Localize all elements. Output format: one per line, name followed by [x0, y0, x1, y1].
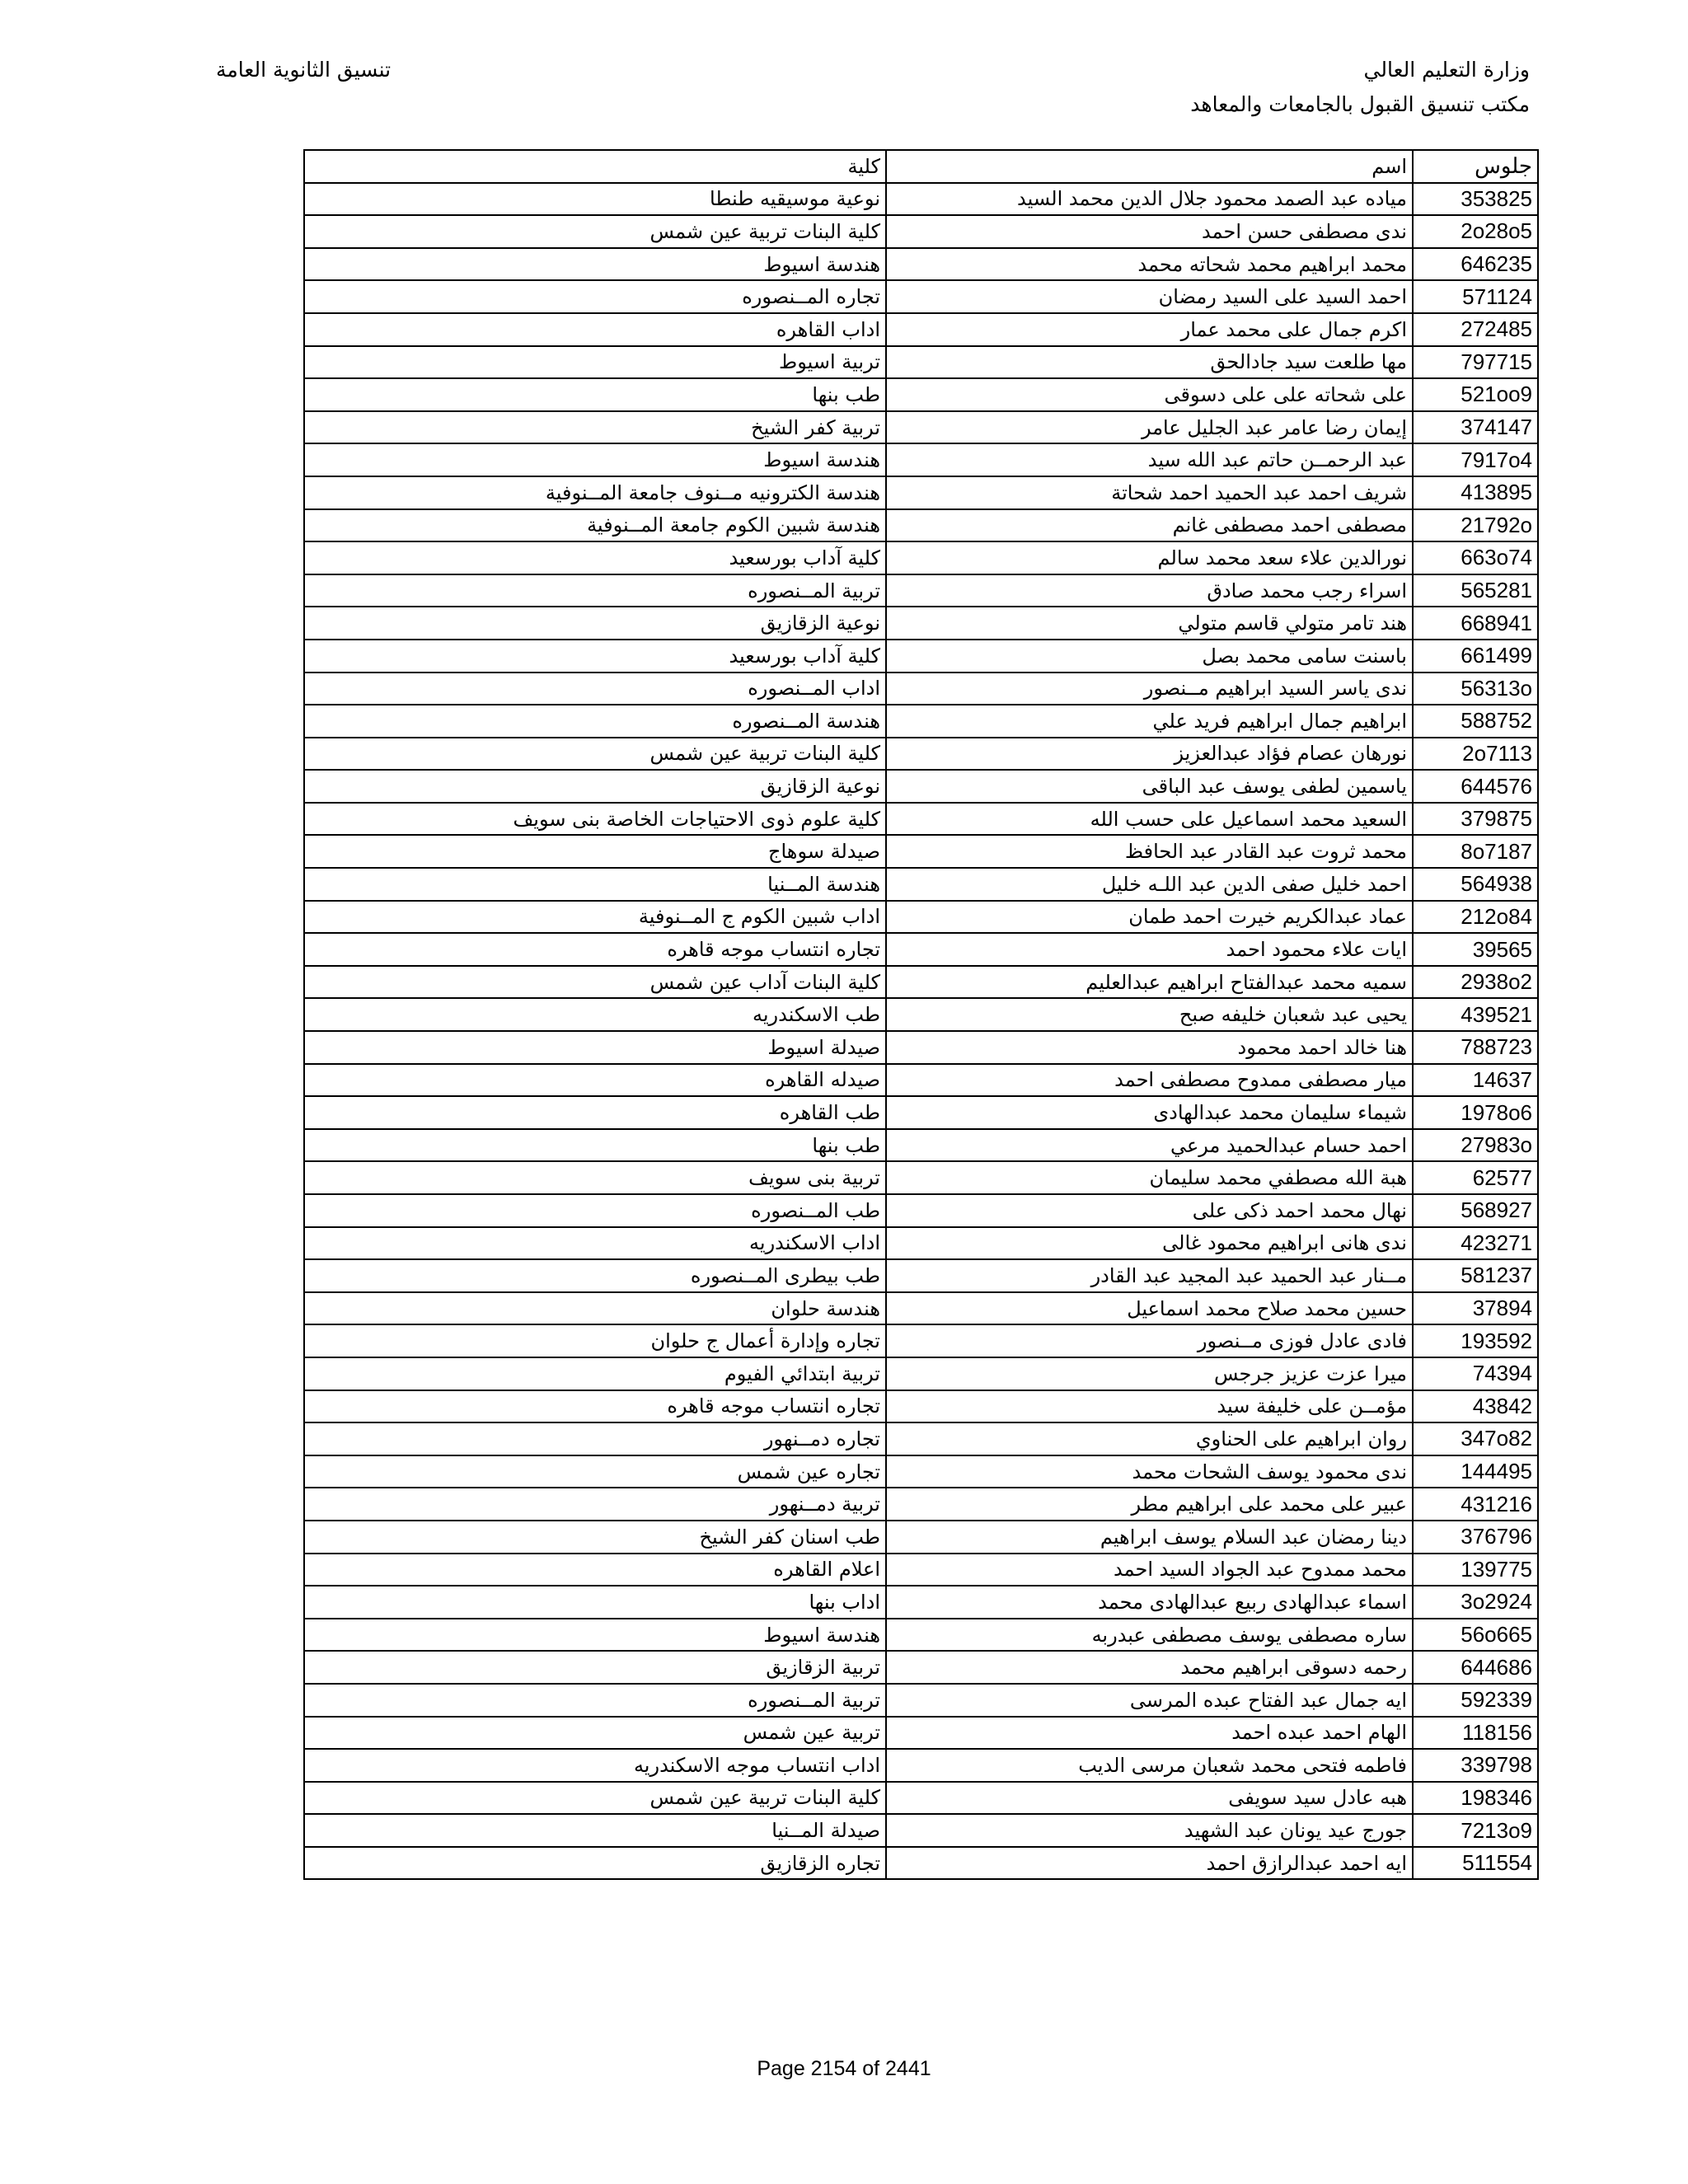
column-header-college: كلية [304, 150, 886, 183]
student-name-cell: شريف احمد عبد الحميد احمد شحاتة [886, 476, 1413, 509]
college-cell: تربية بنى سويف [304, 1161, 886, 1194]
student-name-cell: محمد ثروت عبد القادر عبد الحافظ [886, 835, 1413, 868]
college-cell: اعلام القاهره [304, 1554, 886, 1586]
college-cell: نوعية الزقازيق [304, 770, 886, 803]
student-name-cell: ابراهيم جمال ابراهيم فريد علي [886, 705, 1413, 738]
table-row [304, 770, 1538, 803]
student-name-cell: فادى عادل فوزى مــنصور [886, 1324, 1413, 1357]
college-cell: كلية علوم ذوى الاحتياجات الخاصة بنى سويف [304, 803, 886, 836]
seat-number-cell: 39565 [1413, 933, 1538, 966]
student-name-cell: على شحاته على على دسوقى [886, 378, 1413, 411]
seat-number-cell: 7917o4 [1413, 443, 1538, 476]
seat-number-cell: 56313o [1413, 673, 1538, 705]
seat-number-cell: 788723 [1413, 1031, 1538, 1064]
seat-number-cell: 353825 [1413, 183, 1538, 216]
seat-number-cell: 661499 [1413, 640, 1538, 673]
student-name-cell: هنا خالد احمد محمود [886, 1031, 1413, 1064]
student-name-cell: ايه جمال عبد الفتاح عبده المرسى [886, 1684, 1413, 1717]
seat-number-cell: 37894 [1413, 1292, 1538, 1325]
college-cell: تجاره الزقازيق [304, 1847, 886, 1880]
seat-number-cell: 272485 [1413, 313, 1538, 346]
college-cell: تربية الزقازيق [304, 1651, 886, 1684]
table-row [304, 1619, 1538, 1652]
table-row [304, 1488, 1538, 1521]
student-name-cell: جورج عيد يونان عبد الشهيد [886, 1814, 1413, 1847]
table-row [304, 280, 1538, 313]
student-name-cell: اسراء رجب محمد صادق [886, 574, 1413, 607]
student-name-cell: اسماء عبدالهادى ربيع عبدالهادى محمد [886, 1586, 1413, 1619]
table-row [304, 1554, 1538, 1586]
student-name-cell: سميه محمد عبدالفتاح ابراهيم عبدالعليم [886, 966, 1413, 999]
college-cell: تجاره عين شمس [304, 1455, 886, 1488]
student-name-cell: مياده عبد الصمد محمود جلال الدين محمد السيد [886, 183, 1413, 216]
seat-number-cell: 521oo9 [1413, 378, 1538, 411]
student-name-cell: نورهان عصام فؤاد عبدالعزيز [886, 738, 1413, 771]
student-name-cell: عبير على محمد على ابراهيم مطر [886, 1488, 1413, 1521]
college-cell: اداب بنها [304, 1586, 886, 1619]
college-cell: هندسة الكترونيه مــنوف جامعة المــنوفية [304, 476, 886, 509]
table-row [304, 1586, 1538, 1619]
student-name-cell: يحيى عبد شعبان خليفه صبح [886, 998, 1413, 1031]
table-row [304, 933, 1538, 966]
college-cell: تجاره انتساب موجه قاهره [304, 1390, 886, 1423]
college-cell: طب بنها [304, 378, 886, 411]
seat-number-cell: 797715 [1413, 346, 1538, 379]
student-name-cell: احمد حسام عبدالحميد مرعي [886, 1129, 1413, 1162]
table-row [304, 1161, 1538, 1194]
student-name-cell: ميار مصطفى ممدوح مصطفى احمد [886, 1064, 1413, 1097]
student-name-cell: روان ابراهيم على الحناوي [886, 1422, 1413, 1455]
table-row [304, 378, 1538, 411]
table-row [304, 1357, 1538, 1390]
student-name-cell: ندى مصطفى حسن احمد [886, 215, 1413, 248]
seat-number-cell: 413895 [1413, 476, 1538, 509]
seat-number-cell: 193592 [1413, 1324, 1538, 1357]
table-row [304, 803, 1538, 836]
table-row [304, 1292, 1538, 1325]
seat-number-cell: 212o84 [1413, 901, 1538, 934]
college-cell: تربية المــنصوره [304, 574, 886, 607]
college-cell: تجاره وإدارة أعمال ج حلوان [304, 1324, 886, 1357]
seat-number-cell: 347o82 [1413, 1422, 1538, 1455]
college-cell: تربية كفر الشيخ [304, 411, 886, 444]
table-row [304, 1521, 1538, 1554]
seat-number-cell: 1978o6 [1413, 1096, 1538, 1129]
seat-number-cell: 564938 [1413, 868, 1538, 901]
seat-number-cell: 592339 [1413, 1684, 1538, 1717]
seat-number-cell: 663o74 [1413, 541, 1538, 574]
college-cell: طب بنها [304, 1129, 886, 1162]
college-cell: هندسة اسيوط [304, 443, 886, 476]
ministry-title: وزارة التعليم العالي [1363, 58, 1530, 82]
college-cell: نوعية موسيقيه طنطا [304, 183, 886, 216]
college-cell: كلية آداب بورسعيد [304, 541, 886, 574]
student-name-cell: ايات علاء محمود احمد [886, 933, 1413, 966]
table-row [304, 215, 1538, 248]
seat-number-cell: 74394 [1413, 1357, 1538, 1390]
college-cell: تربية اسيوط [304, 346, 886, 379]
seat-number-cell: 565281 [1413, 574, 1538, 607]
student-name-cell: احمد السيد على السيد رمضان [886, 280, 1413, 313]
table-row [304, 1782, 1538, 1815]
college-cell: اداب انتساب موجه الاسكندريه [304, 1749, 886, 1782]
student-name-cell: هبة الله مصطفي محمد سليمان [886, 1161, 1413, 1194]
college-cell: هندسة اسيوط [304, 1619, 886, 1652]
seat-number-cell: 374147 [1413, 411, 1538, 444]
student-name-cell: مصطفى احمد مصطفى غانم [886, 509, 1413, 542]
table-header-row [304, 150, 1538, 183]
student-name-cell: عماد عبدالكريم خيرت احمد طمان [886, 901, 1413, 934]
college-cell: هندسة المــنصوره [304, 705, 886, 738]
seat-number-cell: 62577 [1413, 1161, 1538, 1194]
table-row [304, 901, 1538, 934]
college-cell: تربية المــنصوره [304, 1684, 886, 1717]
college-cell: صيدلة اسيوط [304, 1031, 886, 1064]
college-cell: صيدلة سوهاج [304, 835, 886, 868]
student-name-cell: احمد خليل صفى الدين عبد اللـه خليل [886, 868, 1413, 901]
table-row [304, 541, 1538, 574]
student-name-cell: ايه احمد عبدالرازق احمد [886, 1847, 1413, 1880]
table-row [304, 346, 1538, 379]
table-row [304, 1031, 1538, 1064]
college-cell: كلية البنات آداب عين شمس [304, 966, 886, 999]
student-name-cell: محمد ممدوح عبد الجواد السيد احمد [886, 1554, 1413, 1586]
table-row [304, 868, 1538, 901]
student-name-cell: السعيد محمد اسماعيل على حسب الله [886, 803, 1413, 836]
student-name-cell: مؤمــن على خليفة سيد [886, 1390, 1413, 1423]
table-row [304, 673, 1538, 705]
seat-number-cell: 56o665 [1413, 1619, 1538, 1652]
table-row [304, 998, 1538, 1031]
table-row [304, 966, 1538, 999]
student-name-cell: باسنت سامى محمد بصل [886, 640, 1413, 673]
college-cell: تجاره انتساب موجه قاهره [304, 933, 886, 966]
student-name-cell: حسين محمد صلاح محمد اسماعيل [886, 1292, 1413, 1325]
seat-number-cell: 43842 [1413, 1390, 1538, 1423]
seat-number-cell: 581237 [1413, 1259, 1538, 1292]
student-name-cell: دينا رمضان عبد السلام يوسف ابراهيم [886, 1521, 1413, 1554]
seat-number-cell: 339798 [1413, 1749, 1538, 1782]
table-row [304, 1455, 1538, 1488]
college-cell: تجاره دمــنهور [304, 1422, 886, 1455]
seat-number-cell: 568927 [1413, 1194, 1538, 1227]
table-row [304, 313, 1538, 346]
table-row [304, 183, 1538, 216]
college-cell: اداب المــنصوره [304, 673, 886, 705]
seat-number-cell: 511554 [1413, 1847, 1538, 1880]
student-name-cell: عبد الرحمــن حاتم عبد الله سيد [886, 443, 1413, 476]
college-cell: طب اسنان كفر الشيخ [304, 1521, 886, 1554]
seat-number-cell: 571124 [1413, 280, 1538, 313]
college-cell: تربية ابتدائي الفيوم [304, 1357, 886, 1390]
student-name-cell: إيمان رضا عامر عبد الجليل عامر [886, 411, 1413, 444]
table-row [304, 607, 1538, 640]
seat-number-cell: 7213o9 [1413, 1814, 1538, 1847]
seat-number-cell: 2o28o5 [1413, 215, 1538, 248]
page-number: Page 2154 of 2441 [757, 2057, 931, 2080]
student-name-cell: هند تامر متولي قاسم متولي [886, 607, 1413, 640]
seat-number-cell: 431216 [1413, 1488, 1538, 1521]
college-cell: كلية البنات تربية عين شمس [304, 215, 886, 248]
table-row [304, 738, 1538, 771]
seat-number-cell: 2o7113 [1413, 738, 1538, 771]
seat-number-cell: 198346 [1413, 1782, 1538, 1815]
college-cell: طب القاهره [304, 1096, 886, 1129]
student-name-cell: ميرا عزت عزيز جرجس [886, 1357, 1413, 1390]
table-row [304, 1096, 1538, 1129]
seat-number-cell: 14637 [1413, 1064, 1538, 1097]
student-name-cell: نورالدين علاء سعد محمد سالم [886, 541, 1413, 574]
college-cell: تربية عين شمس [304, 1717, 886, 1750]
seat-number-cell: 644576 [1413, 770, 1538, 803]
office-title: مكتب تنسيق القبول بالجامعات والمعاهد [1190, 92, 1530, 116]
student-name-cell: فاطمه فتحى محمد شعبان مرسى الديب [886, 1749, 1413, 1782]
student-name-cell: الهام احمد عبده احمد [886, 1717, 1413, 1750]
seat-number-cell: 644686 [1413, 1651, 1538, 1684]
college-cell: اداب الاسكندريه [304, 1227, 886, 1260]
college-cell: هندسة حلوان [304, 1292, 886, 1325]
student-name-cell: مها طلعت سيد جادالحق [886, 346, 1413, 379]
student-name-cell: ندى ياسر السيد ابراهيم مــنصور [886, 673, 1413, 705]
student-name-cell: رحمه دسوقى ابراهيم محمد [886, 1651, 1413, 1684]
table-row [304, 476, 1538, 509]
table-row [304, 1227, 1538, 1260]
student-name-cell: اكرم جمال على محمد عمار [886, 313, 1413, 346]
college-cell: كلية البنات تربية عين شمس [304, 1782, 886, 1815]
results-table [303, 149, 1539, 1880]
table-row [304, 574, 1538, 607]
college-cell: اداب القاهره [304, 313, 886, 346]
table-row [304, 1259, 1538, 1292]
seat-number-cell: 668941 [1413, 607, 1538, 640]
table-row [304, 1129, 1538, 1162]
table-row [304, 1814, 1538, 1847]
column-header-seat: جلوس [1413, 150, 1538, 183]
table-row [304, 443, 1538, 476]
student-name-cell: ساره مصطفى يوسف مصطفى عبدربه [886, 1619, 1413, 1652]
seat-number-cell: 139775 [1413, 1554, 1538, 1586]
table-row [304, 1422, 1538, 1455]
table-row [304, 1194, 1538, 1227]
college-cell: تربية دمــنهور [304, 1488, 886, 1521]
college-cell: نوعية الزقازيق [304, 607, 886, 640]
seat-number-cell: 144495 [1413, 1455, 1538, 1488]
table-row [304, 1651, 1538, 1684]
seat-number-cell: 376796 [1413, 1521, 1538, 1554]
table-row [304, 411, 1538, 444]
college-cell: طب المــنصوره [304, 1194, 886, 1227]
college-cell: طب بيطرى المــنصوره [304, 1259, 886, 1292]
table-row [304, 1324, 1538, 1357]
student-name-cell: مــنار عبد الحميد عبد المجيد عبد القادر [886, 1259, 1413, 1292]
table-row [304, 1717, 1538, 1750]
seat-number-cell: 423271 [1413, 1227, 1538, 1260]
college-cell: طب الاسكندريه [304, 998, 886, 1031]
student-name-cell: شيماء سليمان محمد عبدالهادى [886, 1096, 1413, 1129]
table-row [304, 509, 1538, 542]
seat-number-cell: 27983o [1413, 1129, 1538, 1162]
table-row [304, 248, 1538, 281]
table-row [304, 1749, 1538, 1782]
seat-number-cell: 3o2924 [1413, 1586, 1538, 1619]
college-cell: هندسة المــنيا [304, 868, 886, 901]
table-row [304, 835, 1538, 868]
table-row [304, 1390, 1538, 1423]
coordination-title: تنسيق الثانوية العامة [216, 58, 392, 82]
seat-number-cell: 2938o2 [1413, 966, 1538, 999]
college-cell: تجاره المــنصوره [304, 280, 886, 313]
student-name-cell: محمد ابراهيم محمد شحاته محمد [886, 248, 1413, 281]
college-cell: هندسة شبين الكوم جامعة المــنوفية [304, 509, 886, 542]
college-cell: صيدلة المــنيا [304, 1814, 886, 1847]
college-cell: اداب شبين الكوم ج المــنوفية [304, 901, 886, 934]
seat-number-cell: 118156 [1413, 1717, 1538, 1750]
seat-number-cell: 646235 [1413, 248, 1538, 281]
column-header-name: اسم [886, 150, 1413, 183]
student-name-cell: هبه عادل سيد سويفى [886, 1782, 1413, 1815]
college-cell: كلية البنات تربية عين شمس [304, 738, 886, 771]
seat-number-cell: 439521 [1413, 998, 1538, 1031]
seat-number-cell: 379875 [1413, 803, 1538, 836]
student-name-cell: ندى هانى ابراهيم محمود غالى [886, 1227, 1413, 1260]
seat-number-cell: 588752 [1413, 705, 1538, 738]
college-cell: هندسة اسيوط [304, 248, 886, 281]
table-row [304, 1064, 1538, 1097]
college-cell: كلية آداب بورسعيد [304, 640, 886, 673]
table-row [304, 640, 1538, 673]
seat-number-cell: 8o7187 [1413, 835, 1538, 868]
student-name-cell: نهال محمد احمد ذكى على [886, 1194, 1413, 1227]
table-row [304, 705, 1538, 738]
seat-number-cell: 21792o [1413, 509, 1538, 542]
student-name-cell: ياسمين لطفى يوسف عبد الباقى [886, 770, 1413, 803]
student-name-cell: ندى محمود يوسف الشحات محمد [886, 1455, 1413, 1488]
table-row [304, 1847, 1538, 1880]
college-cell: صيدله القاهره [304, 1064, 886, 1097]
table-row [304, 1684, 1538, 1717]
